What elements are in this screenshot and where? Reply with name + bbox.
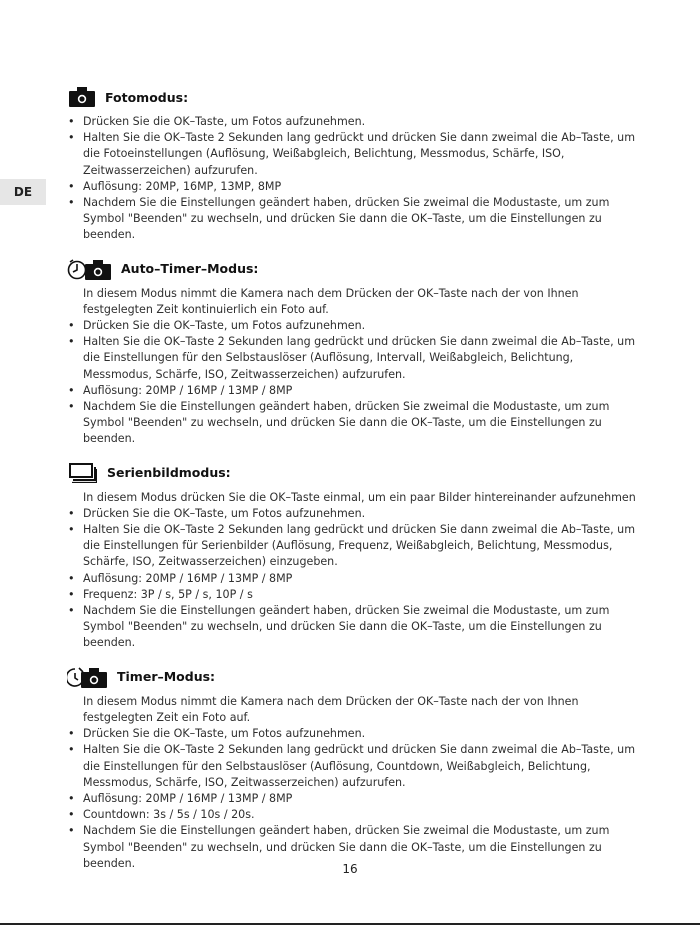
list-item: • Frequenz: 3P / s, 5P / s, 10P / s <box>57 587 637 603</box>
page-number: 16 <box>342 862 358 876</box>
section-auto-timer-modus <box>57 258 637 448</box>
section-timer-modus <box>57 666 637 872</box>
section-intro: In diesem Modus nimmt die Kamera nach dem Drücken der OK–Taste nach der von Ihnen festgelegten Zeit kontinuierlich ein Foto auf. <box>83 286 579 316</box>
list-item: • Drücken Sie die OK–Taste, um Fotos aufzunehmen. <box>57 726 637 742</box>
list-item: • Nachdem Sie die Einstellungen geändert haben, drücken Sie zweimal die Modustaste, um zum Symbol "Beenden" zu wechseln, und drücken Sie dann die OK–Taste, um die Einstellungen zu beenden. <box>57 823 637 872</box>
section-heading <box>57 462 637 484</box>
section-heading <box>57 666 637 688</box>
section-fotomodus <box>57 86 637 244</box>
bottom-rule <box>0 923 700 925</box>
bullet-list <box>57 114 637 244</box>
list-item: • Nachdem Sie die Einstellungen geändert haben, drücken Sie zweimal die Modustaste, um zum Symbol "Beenden" zu wechseln, und drücken Sie dann die OK–Taste, um die Einstellungen zu beenden. <box>57 399 637 448</box>
section-title: Serienbildmodus: <box>107 465 231 481</box>
list-item: • Auflösung: 20MP, 16MP, 13MP, 8MP <box>57 179 637 195</box>
section-intro: In diesem Modus drücken Sie die OK–Taste einmal, um ein paar Bilder hintereinander aufzunehmen <box>83 490 636 504</box>
bullet-list <box>57 318 637 448</box>
list-item: • Countdown: 3s / 5s / 10s / 20s. <box>57 807 637 823</box>
list-item: • Auflösung: 20MP / 16MP / 13MP / 8MP <box>57 571 637 587</box>
list-item: • Nachdem Sie die Einstellungen geändert haben, drücken Sie zweimal die Modustaste, um zum Symbol "Beenden" zu wechseln, und drücken Sie dann die OK–Taste, um die Einstellungen zu beenden. <box>57 603 637 652</box>
section-serienbildmodus <box>57 462 637 652</box>
section-title: Fotomodus: <box>105 89 189 105</box>
manual-content <box>57 86 637 886</box>
section-title: Timer–Modus: <box>117 669 216 685</box>
language-tab: DE <box>0 179 46 205</box>
list-item: • Drücken Sie die OK–Taste, um Fotos aufzunehmen. <box>57 506 637 522</box>
list-item: • Nachdem Sie die Einstellungen geändert haben, drücken Sie zweimal die Modustaste, um zum Symbol "Beenden" zu wechseln, und drücken Sie dann die OK–Taste, um die Einstellungen zu beenden. <box>57 195 637 244</box>
list-item: • Halten Sie die OK–Taste 2 Sekunden lang gedrückt und drücken Sie dann zweimal die Ab–Taste, um die Einstellungen für den Selbstauslöser (Auflösung, Intervall, Weißabgleich, Belichtung, Messmodus, Schärfe, ISO, Zeitwasserzeichen) aufzurufen. <box>57 334 637 383</box>
auto-timer-camera-icon <box>67 258 111 280</box>
camera-icon <box>69 87 95 107</box>
list-item: • Halten Sie die OK–Taste 2 Sekunden lang gedrückt und drücken Sie dann zweimal die Ab–Taste, um die Einstellungen für Serienbilder (Auflösung, Frequenz, Weißabgleich, Belichtung, Messmodus, Schärfe, ISO, Zeitwasserzeichen) einzugeben. <box>57 522 637 571</box>
burst-mode-icon <box>69 463 97 483</box>
section-title: Auto–Timer–Modus: <box>121 261 259 277</box>
list-item: • Drücken Sie die OK–Taste, um Fotos aufzunehmen. <box>57 114 637 130</box>
list-item: • Halten Sie die OK–Taste 2 Sekunden lang gedrückt und drücken Sie dann zweimal die Ab–Taste, um die Fotoeinstellungen (Auflösung, Weißabgleich, Belichtung, Messmodus, Schärfe, ISO, Zeitwasserzeichen) aufzurufen. <box>57 130 637 179</box>
timer-camera-icon <box>67 666 107 688</box>
section-intro: In diesem Modus nimmt die Kamera nach dem Drücken der OK–Taste nach der von Ihnen festgelegten Zeit ein Foto auf. <box>83 694 579 724</box>
bullet-list <box>57 726 637 872</box>
list-item: • Drücken Sie die OK–Taste, um Fotos aufzunehmen. <box>57 318 637 334</box>
section-heading <box>57 86 637 108</box>
list-item: • Halten Sie die OK–Taste 2 Sekunden lang gedrückt und drücken Sie dann zweimal die Ab–Taste, um die Einstellungen für den Selbstauslöser (Auflösung, Countdown, Weißabgleich, Belichtung, Messmodus, Schärfe, ISO, Zeitwasserzeichen) aufzurufen. <box>57 742 637 791</box>
list-item: • Auflösung: 20MP / 16MP / 13MP / 8MP <box>57 791 637 807</box>
section-heading <box>57 258 637 280</box>
list-item: • Auflösung: 20MP / 16MP / 13MP / 8MP <box>57 383 637 399</box>
bullet-list <box>57 506 637 652</box>
